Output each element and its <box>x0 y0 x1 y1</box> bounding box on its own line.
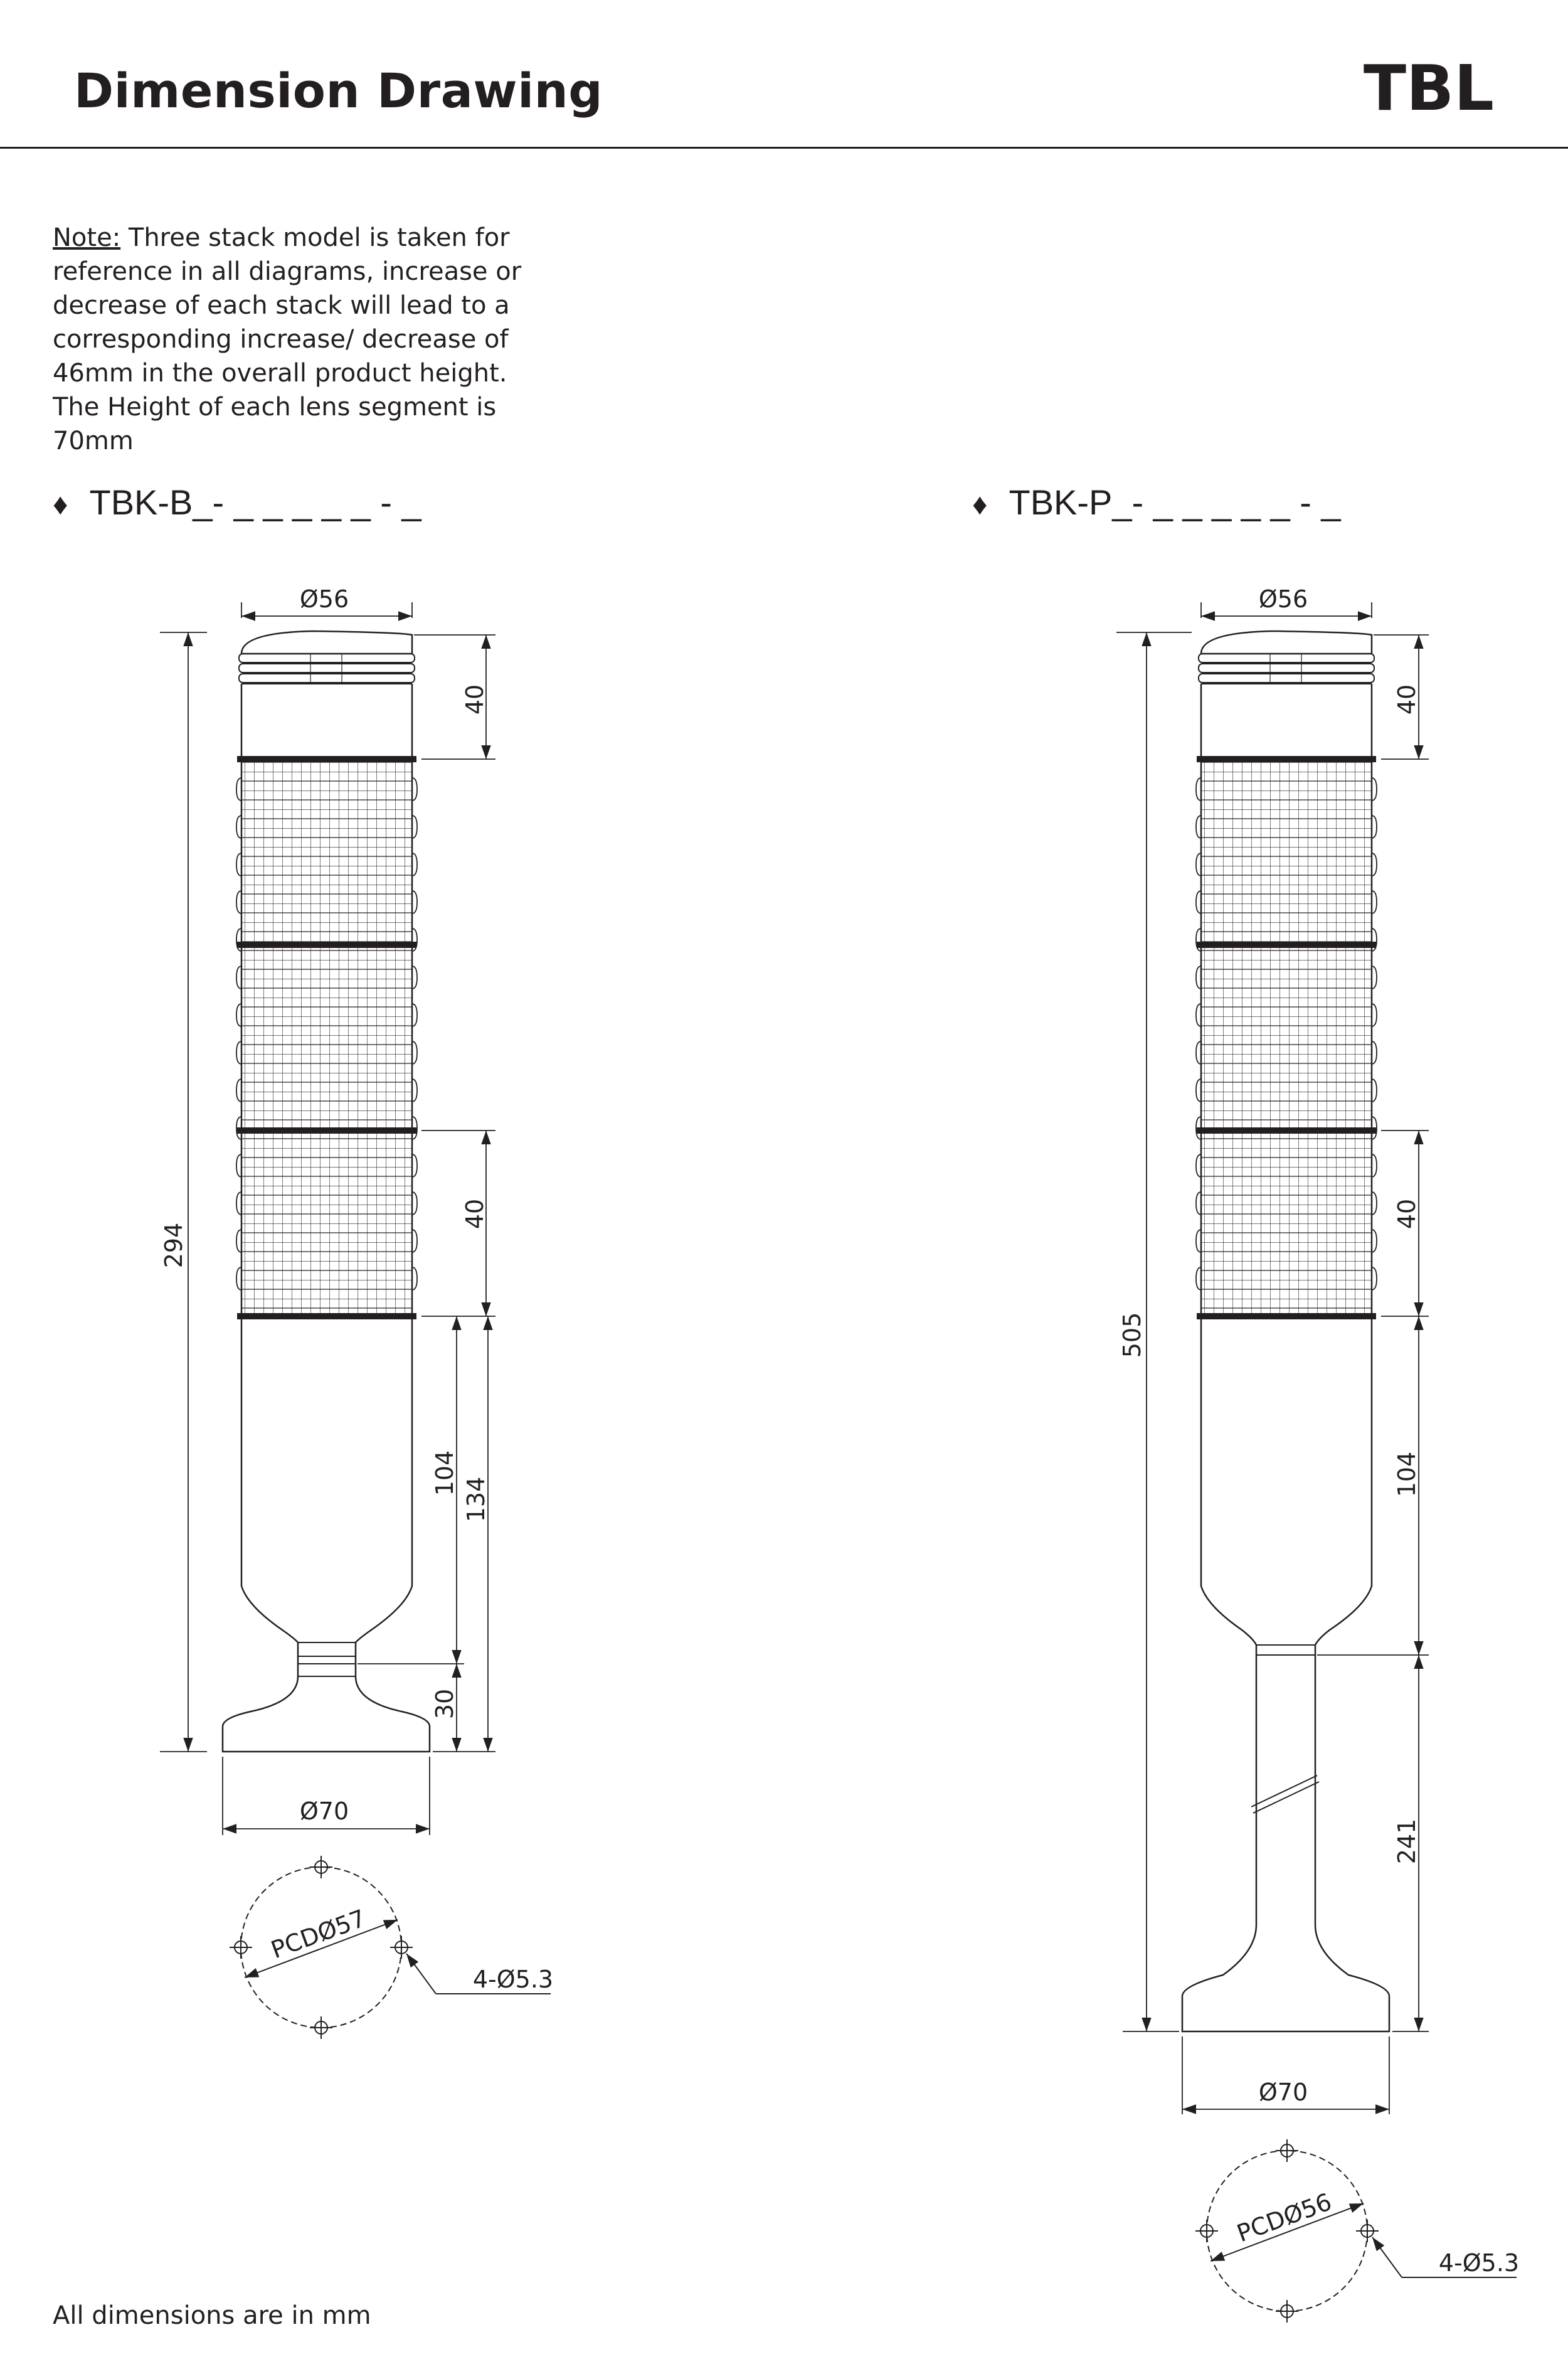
lens-height-note: The Height of each lens segment is 70mm <box>53 393 497 455</box>
model-name: TBK-B_- _ _ _ _ _ - _ <box>89 482 421 522</box>
lens-stack <box>1196 759 1377 1316</box>
mount-height-label: 30 <box>431 1688 458 1720</box>
cap-height-label: 40 <box>1393 684 1421 715</box>
lens-stack <box>236 759 417 1316</box>
overall-height-label: 294 <box>160 1222 188 1269</box>
cap-height-label: 40 <box>461 684 489 715</box>
pole-height-label: 241 <box>1393 1818 1421 1865</box>
note-label: Note: <box>53 223 121 252</box>
tower-pole-mount <box>1182 631 1389 2031</box>
page-title: Dimension Drawing <box>74 63 603 119</box>
model-name: TBK-P_- _ _ _ _ _ - _ <box>1009 482 1341 522</box>
diamond-bullet-icon: ♦ <box>53 488 68 521</box>
top-diameter-label: Ø56 <box>1258 585 1308 613</box>
lens-height-label: 40 <box>1393 1198 1421 1230</box>
base-diameter-label: Ø70 <box>1258 2078 1308 2106</box>
product-code: TBL <box>1363 51 1494 125</box>
tower-base-mount <box>223 631 430 1752</box>
lens-height-label: 40 <box>461 1198 489 1230</box>
pcd-label: PCDØ57 <box>267 1904 369 1964</box>
body-height-label: 104 <box>431 1450 458 1496</box>
holes-label: 4-Ø5.3 <box>1438 2249 1520 2277</box>
top-diameter-label: Ø56 <box>299 585 349 613</box>
mounting-hole-pattern <box>1195 2139 1519 2323</box>
pcd-label: PCDØ56 <box>1233 2188 1335 2248</box>
units-footnote: All dimensions are in mm <box>53 2301 371 2330</box>
tower-body-pole <box>1182 1316 1389 2031</box>
mounting-hole-pattern <box>230 1856 553 2039</box>
body-height-label: 104 <box>1393 1451 1421 1498</box>
top-cap <box>1201 631 1372 654</box>
body-mount-height-label: 134 <box>462 1476 490 1523</box>
diamond-bullet-icon: ♦ <box>972 488 988 521</box>
tower-body <box>223 1316 430 1752</box>
overall-height-label: 505 <box>1118 1312 1146 1358</box>
base-diameter-label: Ø70 <box>299 1797 349 1825</box>
top-cap <box>241 631 412 654</box>
holes-label: 4-Ø5.3 <box>472 1966 554 1993</box>
note-text: Three stack model is taken for reference in all diagrams, increase or decrease of each stack will lead to a corresponding increase/ decrease of 46mm in the overall product height. <box>53 223 522 388</box>
